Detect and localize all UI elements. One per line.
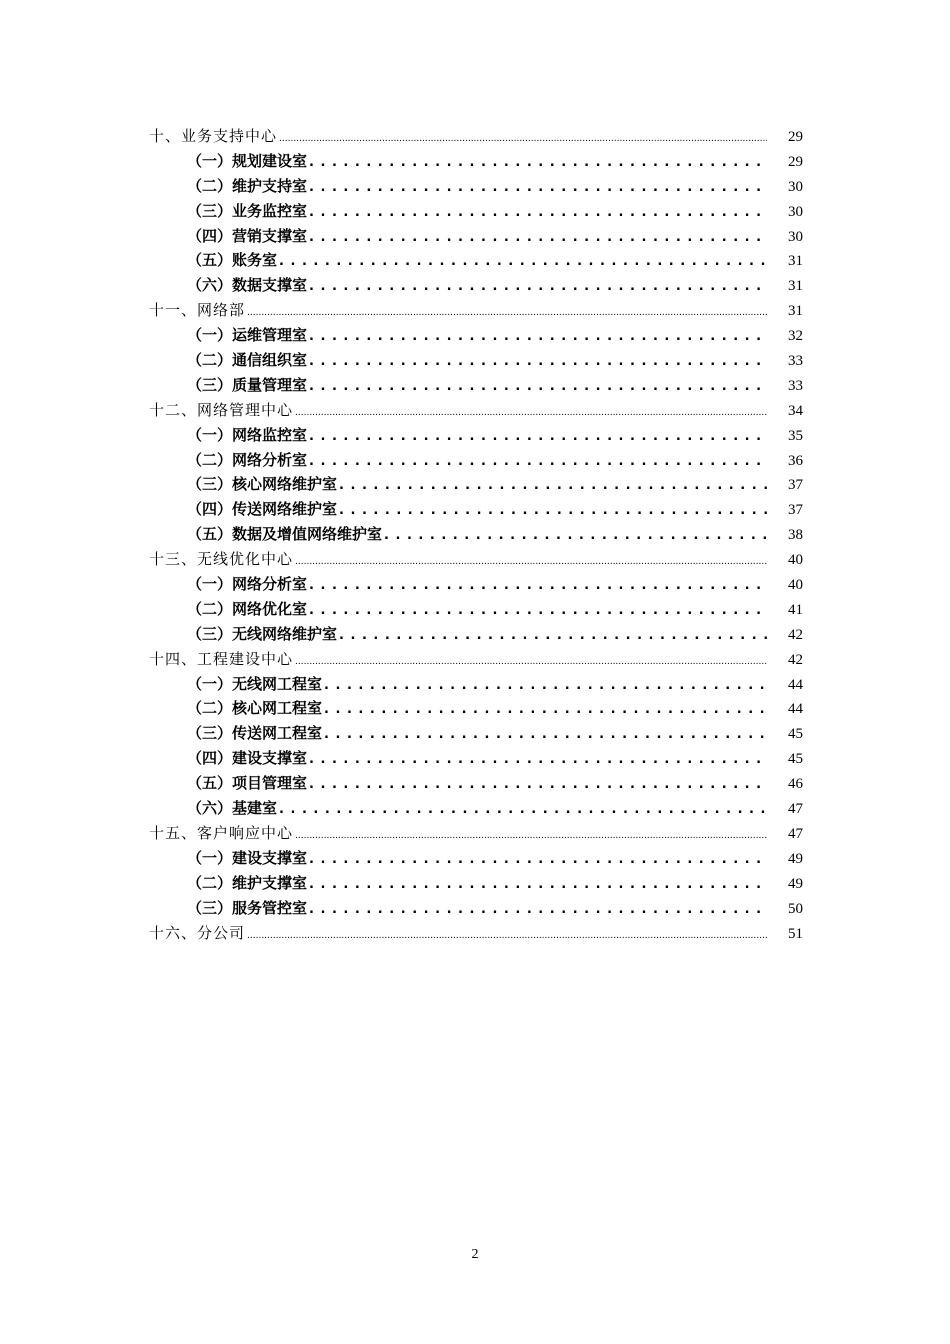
toc-subsection-entry[interactable]	[149, 448, 803, 473]
toc-entry-page-number: 50	[788, 900, 803, 917]
toc-dot-leader	[247, 298, 767, 326]
toc-section-entry[interactable]	[149, 298, 803, 323]
toc-entry-page-number: 45	[788, 726, 803, 743]
toc-subsection-entry[interactable]	[149, 174, 803, 199]
toc-entry-label: （三）业务监控室	[187, 201, 308, 220]
page-number: 2	[471, 1247, 479, 1262]
toc-dot-leader	[309, 423, 767, 450]
toc-section-entry[interactable]	[149, 647, 803, 672]
toc-subsection-entry[interactable]	[149, 771, 803, 796]
toc-subsection-entry[interactable]	[149, 597, 803, 622]
table-of-contents	[149, 124, 803, 945]
toc-entry-page-number: 36	[788, 452, 803, 469]
toc-dot-leader	[309, 448, 767, 475]
toc-dot-leader	[309, 871, 767, 898]
toc-entry-page-number: 45	[788, 751, 803, 768]
toc-entry-label: （四）传送网络维护室	[187, 500, 338, 519]
toc-dot-leader	[309, 896, 767, 923]
toc-subsection-entry[interactable]	[149, 622, 803, 647]
toc-entry-page-number: 31	[788, 303, 803, 320]
toc-entry-label: （三）无线网络维护室	[187, 624, 338, 643]
toc-entry-label: （三）传送网工程室	[187, 724, 323, 743]
toc-entry-page-number: 47	[788, 825, 803, 842]
toc-entry-page-number: 29	[788, 129, 803, 145]
toc-dot-leader	[279, 796, 767, 823]
toc-subsection-entry[interactable]	[149, 248, 803, 273]
toc-entry-page-number: 30	[788, 178, 803, 195]
toc-subsection-entry[interactable]	[149, 696, 803, 721]
toc-entry-label: （三）服务管控室	[187, 898, 308, 917]
toc-entry-page-number: 35	[788, 427, 803, 444]
toc-entry-label: （二）网络分析室	[187, 450, 308, 469]
toc-entry-page-number: 37	[788, 502, 803, 519]
toc-entry-page-number: 49	[788, 875, 803, 892]
toc-entry-label: 十三、无线优化中心	[149, 550, 294, 569]
toc-entry-page-number: 44	[788, 701, 803, 718]
toc-entry-page-number: 49	[788, 850, 803, 867]
toc-dot-leader	[309, 174, 767, 201]
toc-subsection-entry[interactable]	[149, 373, 803, 398]
toc-dot-leader	[309, 771, 767, 798]
toc-dot-leader	[309, 149, 767, 176]
toc-entry-label: （四）建设支撑室	[187, 749, 308, 768]
toc-entry-label: （一）网络分析室	[187, 575, 308, 594]
toc-subsection-entry[interactable]	[149, 721, 803, 746]
toc-dot-leader	[309, 746, 767, 773]
toc-dot-leader	[247, 921, 767, 949]
toc-entry-page-number: 40	[788, 577, 803, 594]
toc-subsection-entry[interactable]	[149, 846, 803, 871]
toc-subsection-entry[interactable]	[149, 224, 803, 249]
toc-entry-label: （四）营销支撑室	[187, 226, 308, 245]
toc-entry-page-number: 30	[788, 228, 803, 245]
toc-dot-leader	[279, 124, 767, 152]
toc-entry-page-number: 44	[788, 676, 803, 693]
toc-dot-leader	[309, 373, 767, 400]
toc-entry-label: （五）数据及增值网络维护室	[187, 525, 383, 544]
toc-entry-label: （一）建设支撑室	[187, 848, 308, 867]
toc-entry-label: （二）维护支撑室	[187, 873, 308, 892]
toc-entry-label: 十五、客户响应中心	[149, 823, 294, 842]
toc-entry-label: （一）网络监控室	[187, 425, 308, 444]
toc-subsection-entry[interactable]	[149, 323, 803, 348]
toc-entry-label: （五）项目管理室	[187, 774, 308, 793]
toc-entry-label: （二）通信组织室	[187, 351, 308, 370]
toc-dot-leader	[309, 323, 767, 350]
toc-entry-page-number: 31	[788, 253, 803, 270]
toc-entry-page-number: 29	[788, 153, 803, 170]
toc-entry-page-number: 38	[788, 527, 803, 544]
toc-entry-page-number: 42	[788, 651, 803, 668]
toc-entry-label: （二）网络优化室	[187, 599, 308, 618]
toc-entry-label: （二）核心网工程室	[187, 699, 323, 718]
toc-entry-label: （一）运维管理室	[187, 326, 308, 345]
toc-entry-page-number: 33	[788, 353, 803, 370]
toc-entry-page-number: 46	[788, 776, 803, 793]
toc-entry-label: 十六、分公司	[149, 923, 246, 942]
toc-dot-leader	[384, 522, 767, 549]
toc-dot-leader	[309, 597, 767, 624]
toc-subsection-entry[interactable]	[149, 746, 803, 771]
toc-subsection-entry[interactable]	[149, 522, 803, 547]
toc-entry-page-number: 31	[788, 278, 803, 295]
toc-subsection-entry[interactable]	[149, 796, 803, 821]
toc-entry-label: （一）无线网工程室	[187, 674, 323, 693]
toc-entry-page-number: 32	[788, 328, 803, 345]
toc-dot-leader	[339, 472, 767, 499]
toc-entry-label: 十一、网络部	[149, 301, 246, 320]
toc-entry-page-number: 33	[788, 377, 803, 394]
toc-subsection-entry[interactable]	[149, 273, 803, 298]
toc-dot-leader	[324, 696, 767, 723]
toc-entry-label: （三）核心网络维护室	[187, 475, 338, 494]
toc-subsection-entry[interactable]	[149, 423, 803, 448]
toc-entry-page-number: 40	[788, 552, 803, 569]
toc-entry-label: 十、业务支持中心	[149, 127, 278, 145]
toc-section-entry[interactable]	[149, 821, 803, 846]
toc-dot-leader	[324, 721, 767, 748]
toc-entry-page-number: 41	[788, 601, 803, 618]
toc-entry-page-number: 42	[788, 626, 803, 643]
toc-entry-label: （一）规划建设室	[187, 151, 308, 170]
toc-entry-page-number: 51	[788, 925, 803, 942]
toc-dot-leader	[339, 497, 767, 524]
toc-dot-leader	[279, 248, 767, 275]
toc-subsection-entry[interactable]	[149, 896, 803, 921]
toc-entry-label: （三）质量管理室	[187, 375, 308, 394]
toc-section-entry[interactable]	[149, 921, 803, 946]
toc-subsection-entry[interactable]	[149, 472, 803, 497]
toc-section-entry[interactable]	[149, 398, 803, 423]
toc-entry-label: （六）基建室	[187, 799, 278, 818]
toc-subsection-entry[interactable]	[149, 348, 803, 373]
toc-dot-leader	[295, 821, 767, 849]
toc-entry-label: （六）数据支撑室	[187, 276, 308, 295]
toc-section-entry[interactable]	[149, 547, 803, 572]
toc-subsection-entry[interactable]	[149, 871, 803, 896]
toc-entry-label: （二）维护支持室	[187, 176, 308, 195]
toc-dot-leader	[324, 672, 767, 699]
toc-section-entry[interactable]	[149, 124, 803, 149]
toc-dot-leader	[309, 224, 767, 251]
toc-entry-label: （五）账务室	[187, 251, 278, 270]
toc-entry-page-number: 37	[788, 477, 803, 494]
toc-dot-leader	[309, 846, 767, 873]
toc-dot-leader	[309, 199, 767, 226]
toc-dot-leader	[295, 647, 767, 675]
toc-entry-page-number: 47	[788, 801, 803, 818]
toc-entry-label: 十二、网络管理中心	[149, 400, 294, 419]
toc-entry-page-number: 34	[788, 402, 803, 419]
toc-subsection-entry[interactable]	[149, 672, 803, 697]
toc-dot-leader	[309, 572, 767, 599]
toc-dot-leader	[309, 348, 767, 375]
toc-entry-label: 十四、工程建设中心	[149, 649, 294, 668]
toc-dot-leader	[309, 273, 767, 300]
toc-subsection-entry[interactable]	[149, 572, 803, 597]
toc-subsection-entry[interactable]	[149, 149, 803, 174]
toc-dot-leader	[295, 547, 767, 575]
toc-subsection-entry[interactable]	[149, 497, 803, 522]
toc-dot-leader	[295, 398, 767, 426]
toc-entry-page-number: 30	[788, 203, 803, 220]
toc-subsection-entry[interactable]	[149, 199, 803, 224]
toc-dot-leader	[339, 622, 767, 649]
